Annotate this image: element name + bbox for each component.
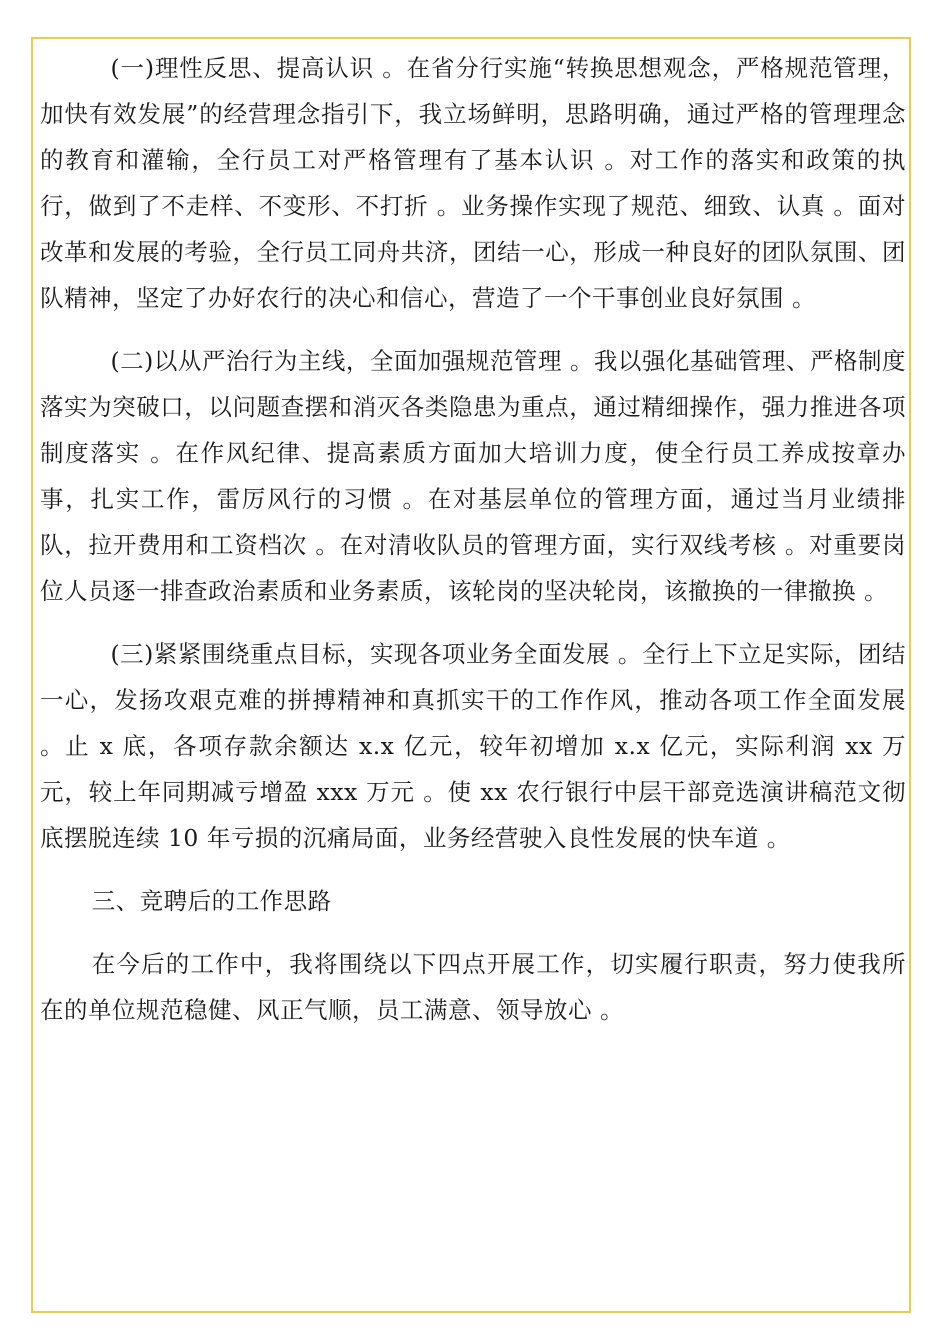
document-body bbox=[40, 45, 906, 1050]
paragraph-closing: 在今后的工作中，我将围绕以下四点开展工作，切实履行职责，努力使我所在的单位规范稳健、风正气顺，员工满意、领导放心 。 bbox=[40, 950, 906, 1024]
paragraph-rational-reflection: (一)理性反思、提高认识 。在省分行实施“转换思想观念，严格规范管理，加快有效发展”的经营理念指引下，我立场鲜明，思路明确，通过严格的管理理念的教育和灌输，全行员工对严格管理有了基本认识 。对工作的落实和政策的执行，做到了不走样、不变形、不打折 。业务操作实现了规范、细致、认真 。面对改革和发展的考验，全行员工同舟共济，团结一心，形成一种良好的团队氛围、团队精神，坚定了办好农行的决心和信心，营造了一个干事创业良好氛围 。 bbox=[40, 54, 906, 312]
section-heading: 三、竞聘后的工作思路 bbox=[91, 887, 332, 915]
paragraph-business-development: (三)紧紧围绕重点目标，实现各项业务全面发展 。全行上下立足实际，团结一心，发扬攻艰克难的拼搏精神和真抓实干的工作作风，推动各项工作全面发展 。止 x 底，各项存款余额达 x.x 亿元，较年初增加 x.x 亿元，实际利润 xx 万元，较上年同期减亏增盈 xxx 万元 。使 xx 农行银行中层干部竞选演讲稿范文彻底摆脱连续 10 年亏损的沉痛局面，业务经营驶入良性发展的快车道 。 bbox=[40, 640, 906, 852]
paragraph-strict-management: (二)以从严治行为主线，全面加强规范管理 。我以强化基础管理、严格制度落实为突破口，以问题查摆和消灭各类隐患为重点，通过精细操作，强力推进各项制度落实 。在作风纪律、提高素质方面加大培训力度，使全行员工养成按章办事，扎实工作，雷厉风行的习惯 。在对基层单位的管理方面，通过当月业绩排队，拉开费用和工资档次 。在对清收队员的管理方面，实行双线考核 。对重要岗位人员逐一排查政治素质和业务素质，该轮岗的坚决轮岗，该撤换的一律撤换 。 bbox=[40, 347, 906, 605]
